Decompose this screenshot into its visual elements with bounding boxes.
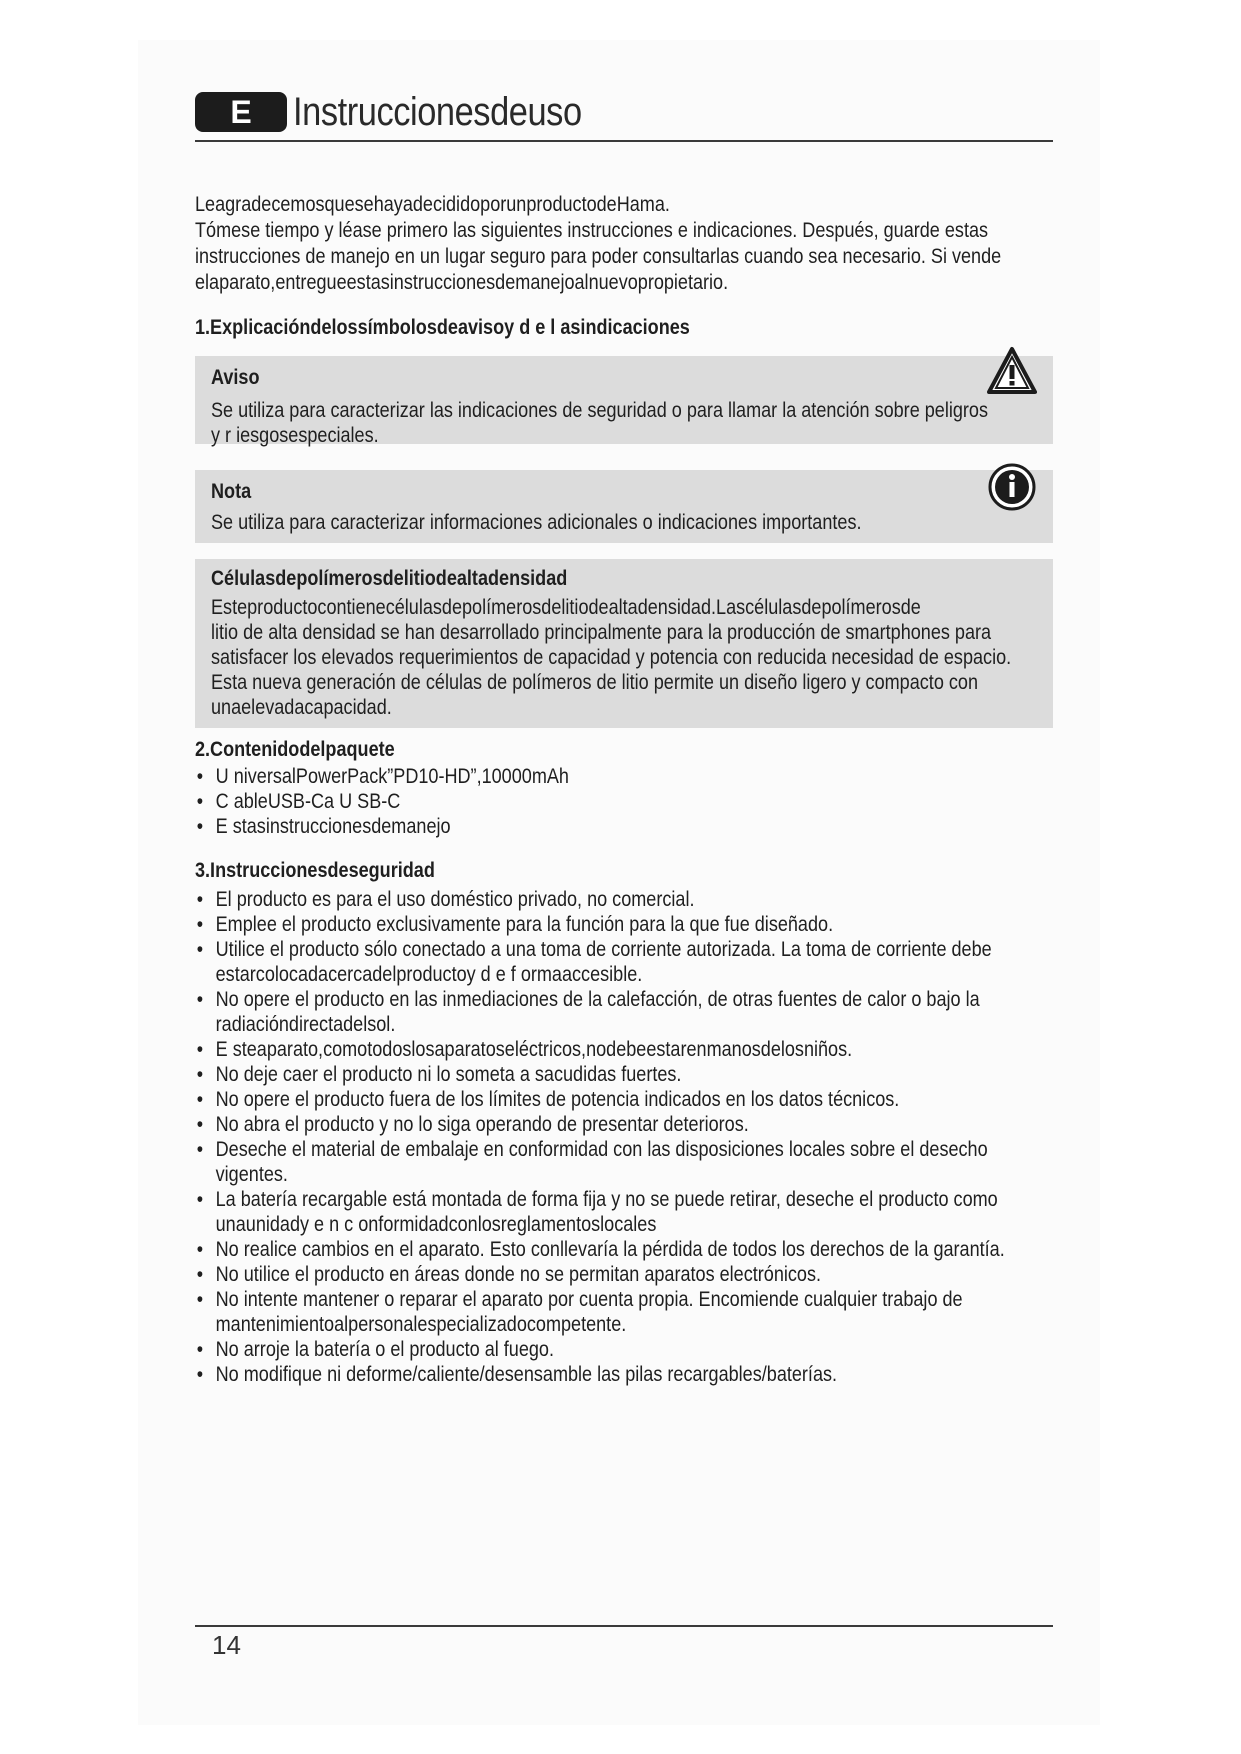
safety-list xyxy=(195,887,1053,1387)
safety-item xyxy=(195,1187,1053,1237)
lithium-cells-title: Célulasdepolímerosdelitiodealtadensidad xyxy=(211,567,568,590)
warning-title: Aviso xyxy=(211,366,260,389)
safety-item-line: • No intente mantener o reparar el aparato por cuenta propia. Encomiende cualquier trabajo de xyxy=(215,1288,963,1311)
header-rule xyxy=(195,140,1053,142)
info-icon xyxy=(987,462,1037,512)
safety-item xyxy=(195,987,1053,1037)
safety-item-line: • Utilice el producto sólo conectado a una toma de corriente autorizada. La toma de corriente debe xyxy=(215,938,992,961)
intro-line: elaparato,entregueestasinstruccionesdemanejoalnuevopropietario. xyxy=(195,271,729,294)
safety-item xyxy=(195,1037,1053,1062)
safety-item-line: • La batería recargable está montada de forma fija y no se puede retirar, deseche el producto como xyxy=(215,1188,998,1211)
safety-item xyxy=(195,1262,1053,1287)
safety-item xyxy=(195,1137,1053,1187)
safety-item-line: • No modifique ni deforme/caliente/desensamble las pilas recargables/baterías. xyxy=(215,1363,838,1386)
warning-text-line: Se utiliza para caracterizar las indicaciones de seguridad o para llamar la atención sobre peligros xyxy=(211,399,989,422)
warning-triangle-icon xyxy=(987,346,1037,396)
safety-item xyxy=(195,887,1053,912)
lithium-cells-box xyxy=(195,559,1053,728)
safety-item xyxy=(195,1362,1053,1387)
safety-item-line: unaunidady e n c onformidadconlosreglamentoslocales xyxy=(215,1213,657,1236)
language-badge: E xyxy=(195,92,287,132)
lithium-cells-line: Esta nueva generación de células de polímeros de litio permite un diseño ligero y compacto con xyxy=(211,671,978,694)
section-heading-symbols: 1.Explicacióndelossímbolosdeavisoy d e l asindicaciones xyxy=(195,316,690,339)
safety-item-line: • El producto es para el uso doméstico privado, no comercial. xyxy=(215,888,695,911)
safety-item-line: estarcolocadacercadelproductoy d e f ormaaccesible. xyxy=(215,963,643,986)
warning-text-line: y r iesgosespeciales. xyxy=(211,424,379,447)
safety-item-line: • No opere el producto fuera de los límites de potencia indicados en los datos técnicos. xyxy=(215,1088,900,1111)
note-text-line: Se utiliza para caracterizar informaciones adicionales o indicaciones importantes. xyxy=(211,511,862,534)
package-list xyxy=(195,764,1053,839)
list-item: • E stasinstruccionesdemanejo xyxy=(195,814,1053,839)
safety-item xyxy=(195,1287,1053,1337)
note-box xyxy=(195,470,1053,543)
section-heading-package: 2.Contenidodelpaquete xyxy=(195,738,395,761)
warning-box xyxy=(195,356,1053,447)
lithium-cells-line: litio de alta densidad se han desarrollado principalmente para la producción de smartphones para xyxy=(211,621,992,644)
intro-line: instrucciones de manejo en un lugar seguro para poder consultarlas cuando sea necesario. Si vende xyxy=(195,245,1002,268)
lithium-cells-line: Esteproductocontienecélulasdepolímerosdelitiodealtadensidad.Lascélulasdepolímerosde xyxy=(211,596,921,619)
lithium-cells-line: satisfacer los elevados requerimientos de capacidad y potencia con reducida necesidad de espacio. xyxy=(211,646,1012,669)
page-header xyxy=(195,90,629,134)
safety-item xyxy=(195,1087,1053,1112)
main-content xyxy=(195,192,1053,1387)
safety-item xyxy=(195,1062,1053,1087)
safety-item xyxy=(195,912,1053,937)
safety-item-line: • Deseche el material de embalaje en conformidad con las disposiciones locales sobre el desecho vigentes. xyxy=(215,1138,988,1186)
safety-item-line: • No opere el producto en las inmediaciones de la calefacción, de otras fuentes de calor o bajo la xyxy=(215,988,980,1011)
safety-item-line: • Emplee el producto exclusivamente para la función para la que fue diseñado. xyxy=(215,913,834,936)
safety-item-line: mantenimientoalpersonalespecializadocompetente. xyxy=(215,1313,627,1336)
page-title: Instruccionesdeuso xyxy=(293,89,582,134)
safety-item-line: • No realice cambios en el aparato. Esto conllevaría la pérdida de todos los derechos de la garantía. xyxy=(215,1238,1005,1261)
section-heading-safety: 3.Instruccionesdeseguridad xyxy=(195,859,435,882)
lithium-cells-line: unaelevadacapacidad. xyxy=(211,696,392,719)
safety-item xyxy=(195,1237,1053,1262)
safety-item xyxy=(195,1337,1053,1362)
safety-item-line: • No abra el producto y no lo siga operando de presentar deterioros. xyxy=(215,1113,749,1136)
list-item: • C ableUSB-Ca U SB-C xyxy=(195,789,1053,814)
page-number: 14 xyxy=(212,1630,241,1660)
safety-item-line: • No arroje la batería o el producto al fuego. xyxy=(215,1338,554,1361)
intro-line: LeagradecemosquesehayadecididoporunproductodeHama. xyxy=(195,193,670,216)
intro-block xyxy=(195,192,1053,296)
note-title: Nota xyxy=(211,480,252,503)
safety-item xyxy=(195,1112,1053,1137)
safety-item-line: • No deje caer el producto ni lo someta a sacudidas fuertes. xyxy=(215,1063,682,1086)
list-item: • U niversalPowerPack”PD10-HD”,10000mAh xyxy=(195,764,1053,789)
safety-item-line: radiacióndirectadelsol. xyxy=(215,1013,396,1036)
safety-item-line: • E steaparato,comotodoslosaparatoseléctricos,nodebeestarenmanosdelosniños. xyxy=(215,1038,853,1061)
footer-rule xyxy=(195,1625,1053,1627)
safety-item xyxy=(195,937,1053,987)
safety-item-line: • No utilice el producto en áreas donde no se permitan aparatos electrónicos. xyxy=(215,1263,822,1286)
intro-line: Tómese tiempo y léase primero las siguientes instrucciones e indicaciones. Después, guarde estas xyxy=(195,219,989,242)
